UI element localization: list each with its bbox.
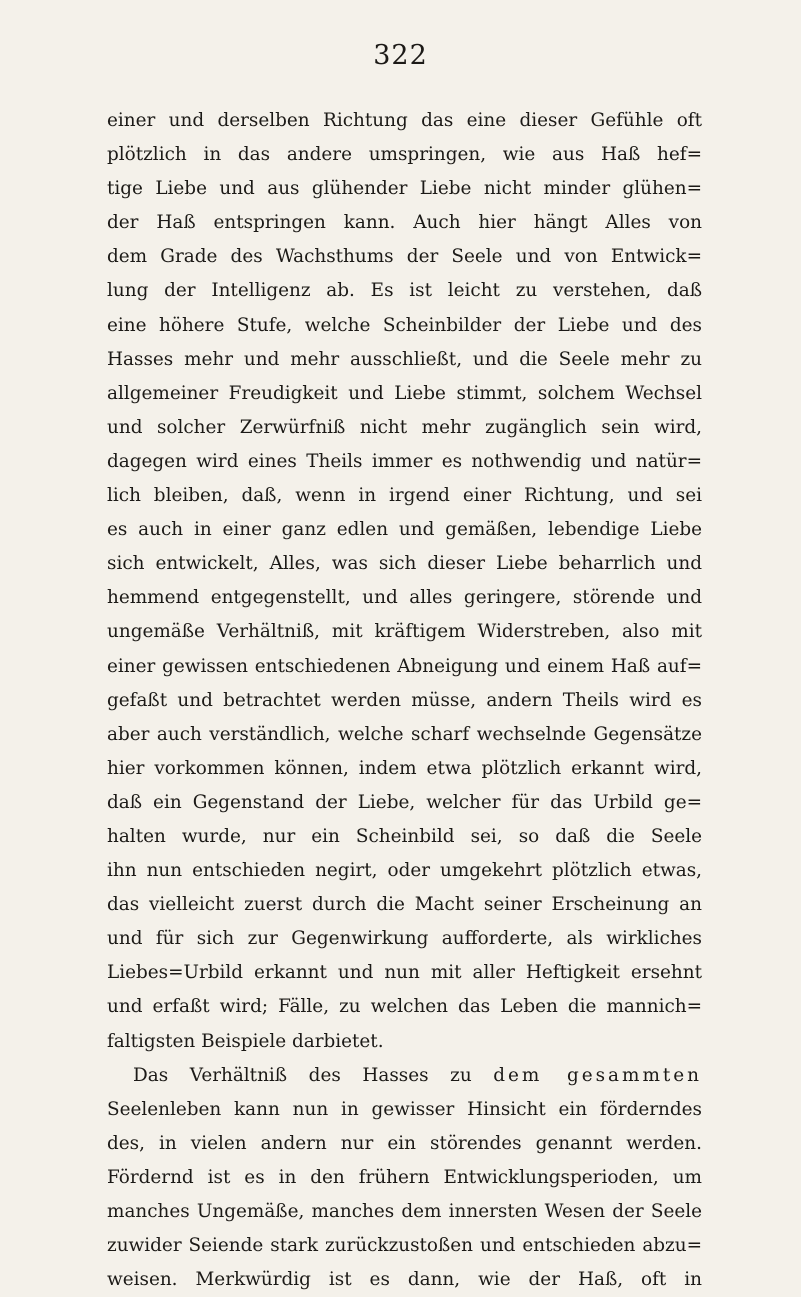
text-line: manches Ungemäße, manches dem innersten Wesen der Seele xyxy=(107,1201,702,1222)
text-line: hier vorkommen können, indem etwa plötzlich erkannt wird, xyxy=(107,757,702,779)
page-number: 322 xyxy=(373,40,428,71)
text-line: aber auch verständlich, welche scharf wechselnde Gegensätze xyxy=(107,723,702,745)
text-line: es auch in einer ganz edlen und gemäßen, lebendige Liebe xyxy=(107,519,702,541)
text-line: lung der Intelligenz ab. Es ist leicht zu verstehen, daß xyxy=(107,280,702,302)
emphasized-text: dem gesammten xyxy=(493,1064,702,1086)
text-line: hemmend entgegenstellt, und alles geringere, störende und xyxy=(107,587,702,609)
text-line: und für sich zur Gegenwirkung aufforderte, als wirkliches xyxy=(107,928,702,950)
text-line: einer und derselben Richtung das eine dieser Gefühle oft xyxy=(107,110,702,131)
paragraph-start-text: Das Verhältniß des Hasses zu xyxy=(133,1064,472,1086)
text-line: ungemäße Verhältniß, mit kräftigem Widerstreben, also mit xyxy=(107,621,702,643)
text-line: allgemeiner Freudigkeit und Liebe stimmt, solchem Wechsel xyxy=(107,382,702,404)
text-line: weisen. Merkwürdig ist es dann, wie der Haß, oft in xyxy=(107,1269,702,1291)
text-line: das vielleicht zuerst durch die Macht seiner Erscheinung an xyxy=(107,894,702,916)
paragraph-start-line xyxy=(107,1059,702,1093)
text-line: daß ein Gegenstand der Liebe, welcher für das Urbild ge= xyxy=(107,791,702,813)
text-line: Liebes=Urbild erkannt und nun mit aller Heftigkeit ersehnt xyxy=(107,962,702,984)
text-line: lich bleiben, daß, wenn in irgend einer Richtung, und sei xyxy=(107,485,702,507)
text-line: ihn nun entschieden negirt, oder umgekehrt plötzlich etwas, xyxy=(107,860,702,882)
text-line: des, in vielen andern nur ein störendes genannt werden. xyxy=(107,1132,702,1154)
body-text xyxy=(107,104,702,1297)
text-line: dem Grade des Wachsthums der Seele und von Entwick= xyxy=(107,246,702,268)
text-line: plötzlich in das andere umspringen, wie aus Haß hef= xyxy=(107,144,702,166)
text-line: dagegen wird eines Theils immer es nothwendig und natür= xyxy=(107,450,702,472)
text-line: halten wurde, nur ein Scheinbild sei, so daß die Seele xyxy=(107,825,702,847)
text-line: und erfaßt wird; Fälle, zu welchen das Leben die mannich= xyxy=(107,996,702,1018)
text-line: sich entwickelt, Alles, was sich dieser Liebe beharrlich und xyxy=(107,553,702,575)
text-line: tige Liebe und aus glühender Liebe nicht minder glühen= xyxy=(107,178,702,200)
text-line: gefaßt und betrachtet werden müsse, andern Theils wird es xyxy=(107,689,702,711)
text-line: Fördernd ist es in den frühern Entwicklungsperioden, um xyxy=(107,1166,702,1188)
text-line: Seelenleben kann nun in gewisser Hinsicht ein förderndes xyxy=(107,1098,702,1120)
text-line: Hasses mehr und mehr ausschließt, und die Seele mehr zu xyxy=(107,348,702,370)
text-line: faltigsten Beispiele darbietet. xyxy=(107,1030,384,1052)
text-line: der Haß entspringen kann. Auch hier hängt Alles von xyxy=(107,212,702,234)
text-line: eine höhere Stufe, welche Scheinbilder der Liebe und des xyxy=(107,314,702,336)
text-line: einer gewissen entschiedenen Abneigung und einem Haß auf= xyxy=(107,655,702,677)
text-line: und solcher Zerwürfniß nicht mehr zugänglich sein wird, xyxy=(107,416,702,438)
text-line: zuwider Seiende stark zurückzustoßen und entschieden abzu= xyxy=(107,1235,702,1257)
